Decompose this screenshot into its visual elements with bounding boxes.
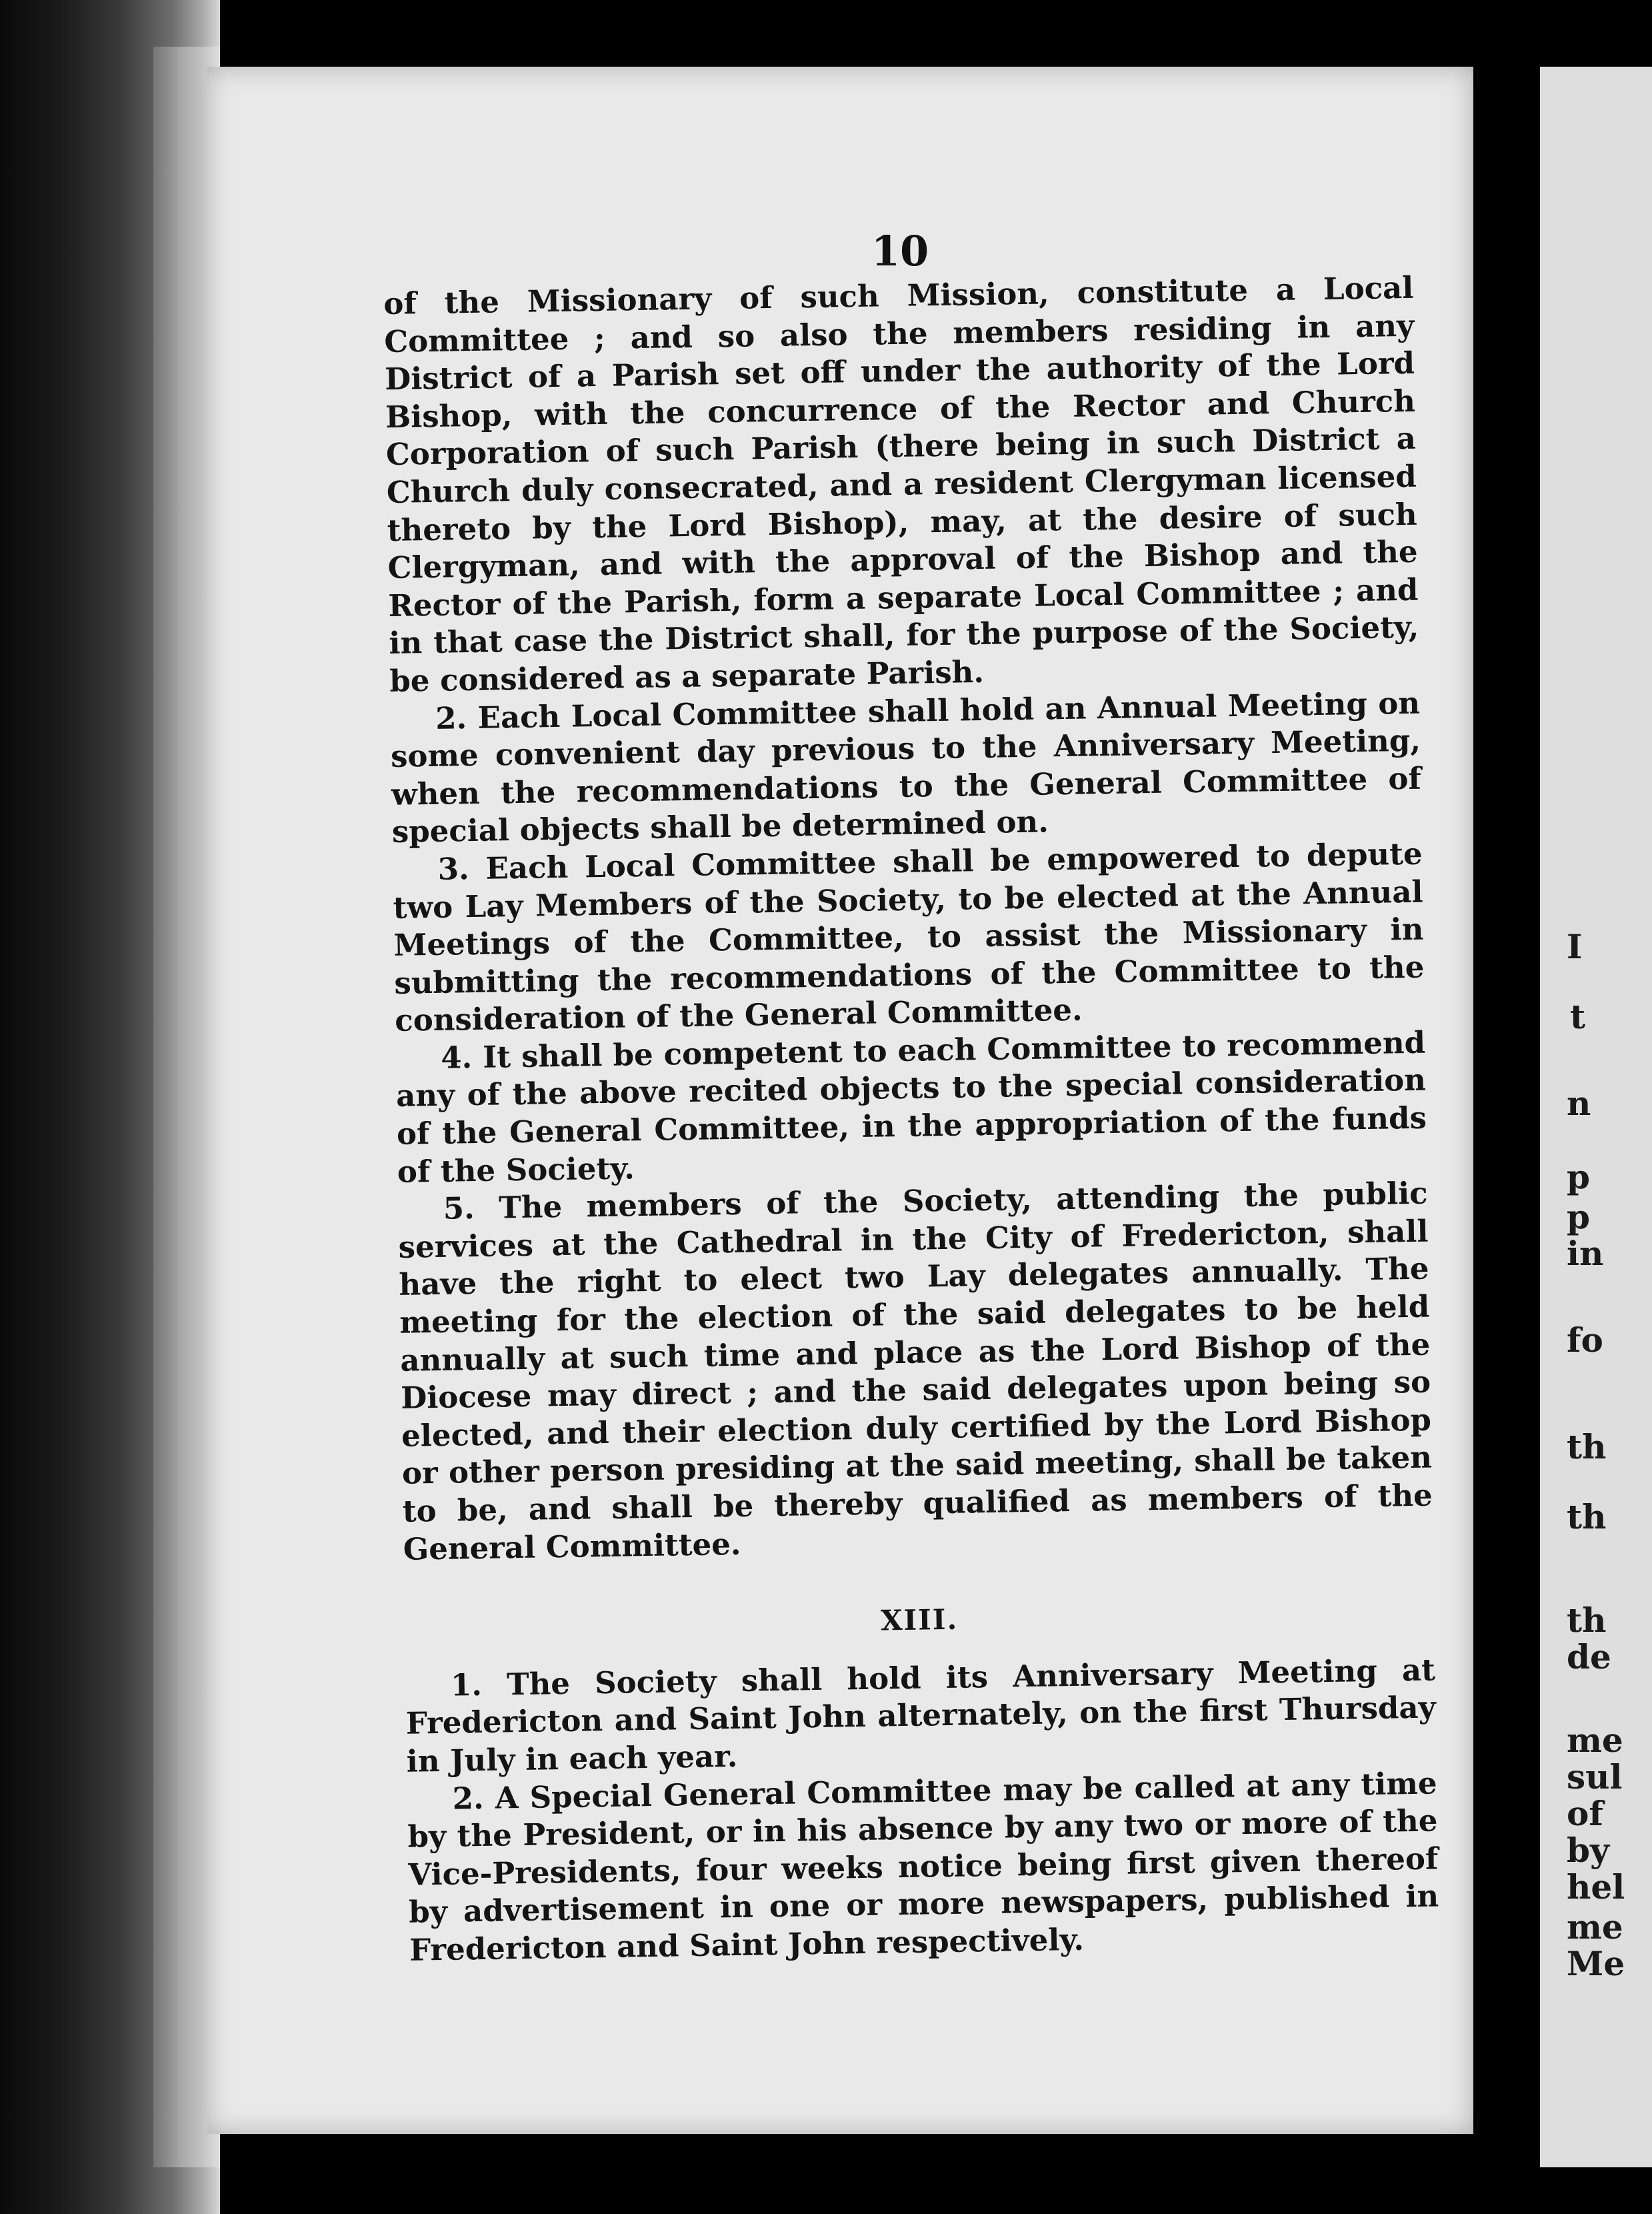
page-body xyxy=(383,269,1439,1969)
next-page-fragment: me xyxy=(1567,1907,1623,1947)
paragraph: 5. The members of the Society, attending the public services at the Cathedral in the City of Fredericton, shall have the right to elect two Lay delegates annually. The meeting for the election of the said delegates to be held annually at such time and place as the Lord Bishop of the Diocese may direct ; and the said delegates upon being so elected, and their election duly certified by the Lord Bishop or other person presiding at the said meeting, shall be taken to be, and shall be thereby qualified as members of the General Committee. xyxy=(398,1175,1433,1567)
paragraph: 3. Each Local Committee shall be empowered to depute two Lay Members of the Society, to be elected at the Annual Meetings of the Committee, to assist the Missionary in submitting the recommendations of the Committee to the consideration of the General Committee. xyxy=(393,836,1425,1039)
next-page-fragment: th xyxy=(1567,1427,1607,1466)
paragraph: 1. The Society shall hold its Anniversary Meeting at Fredericton and Saint John alternately, on the first Thursday in July in each year. xyxy=(405,1652,1437,1779)
paragraph: of the Missionary of such Mission, constitute a Local Committee ; and so also the members residing in any District of a Parish set off under the authority of the Lord Bishop, with the concurrence of the Rector and Church Corporation of such Parish (there being in such District a Church duly consecrated, and a resident Clergyman licensed thereto by the Lord Bishop), may, at the desire of such Clergyman, and with the approval of the Bishop and the Rector of the Parish, form a separate Local Committee ; and in that case the District shall, for the purpose of the Society, be considered as a separate Parish. xyxy=(383,269,1419,699)
next-page-fragment: I xyxy=(1567,927,1583,966)
next-page-fragment: sul xyxy=(1567,1757,1623,1797)
section-heading: XIII. xyxy=(880,1602,959,1637)
paragraph: 2. Each Local Committee shall hold an Annual Meeting on some convenient day previous to the Anniversary Meeting, when the recommendations to the General Committee of special objects shall be determined on. xyxy=(390,685,1422,850)
next-page-fragment: p xyxy=(1567,1197,1590,1236)
paragraph: 2. A Special General Committee may be called at any time by the President, or in his absence by any two or more of the Vice-Presidents, four weeks notice being first given thereof by advertisement in one or more newspapers, published in Fredericton and Saint John respectively. xyxy=(407,1765,1439,1968)
next-page-fragment: de xyxy=(1567,1637,1611,1677)
next-page-fragment: t xyxy=(1570,997,1586,1036)
next-page-fragment: n xyxy=(1567,1084,1591,1123)
next-page-fragment: of xyxy=(1567,1794,1603,1833)
next-page-fragment: me xyxy=(1567,1721,1623,1760)
next-page-fragment: th xyxy=(1567,1497,1607,1536)
next-page-fragment: fo xyxy=(1567,1320,1603,1360)
next-page-fragment: p xyxy=(1567,1157,1590,1196)
paragraph: 4. It shall be competent to each Committee to recommend any of the above recited objects to the special consideration of the General Committee, in the appropriation of the funds of the Society. xyxy=(395,1024,1427,1190)
next-page-fragment: hel xyxy=(1567,1867,1625,1907)
next-page-fragment: in xyxy=(1567,1234,1604,1273)
next-page-fragment: th xyxy=(1567,1600,1607,1640)
page-number: 10 xyxy=(871,227,929,275)
next-page-edge xyxy=(1540,67,1652,2167)
next-page-fragment: Me xyxy=(1567,1944,1625,1983)
next-page-fragment: by xyxy=(1567,1831,1610,1870)
